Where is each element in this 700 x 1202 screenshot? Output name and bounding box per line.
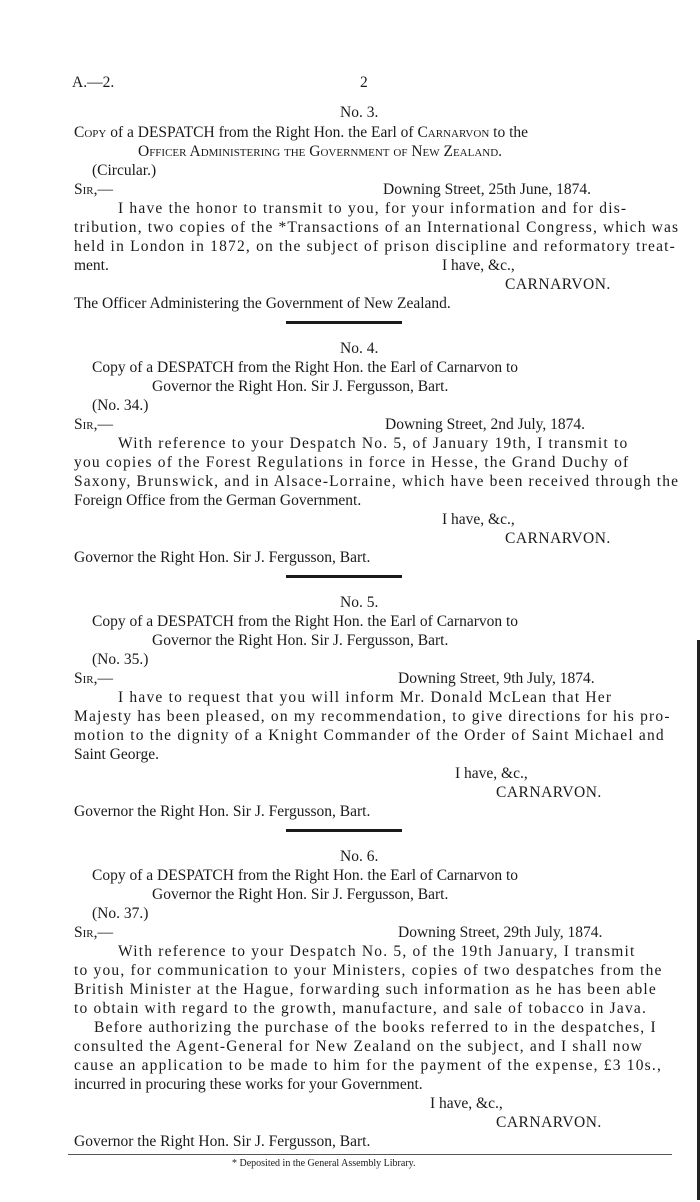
signature: CARNARVON. bbox=[496, 784, 602, 801]
despatch-title: Copy of a DESPATCH from the Right Hon. the Earl of Carnarvon to bbox=[92, 613, 519, 630]
body-line: held in London in 1872, on the subject of prison discipline and reformatory treat- bbox=[74, 238, 677, 255]
body-line: I have the honor to transmit to you, for your information and for dis- bbox=[118, 200, 628, 217]
body-line: cause an application to be made to him for the payment of the expense, £3 10s., bbox=[74, 1057, 663, 1074]
page-number: 2 bbox=[360, 74, 368, 91]
closing: I have, &c., bbox=[455, 765, 528, 782]
signature: CARNARVON. bbox=[505, 530, 611, 547]
despatch-number: No. 3. bbox=[340, 104, 379, 121]
despatch-title-line2: Governor the Right Hon. Sir J. Fergusson, Bart. bbox=[152, 632, 449, 649]
body-line: tribution, two copies of the *Transactions of an International Congress, which was bbox=[74, 219, 680, 236]
salutation: Sir,— bbox=[74, 924, 113, 941]
body-line: ment. bbox=[74, 257, 109, 274]
body-line: to you, for communication to your Ministers, copies of two despatches from the bbox=[74, 962, 663, 979]
despatch-title: Copy of a DESPATCH from the Right Hon. the Earl of Carnarvon to bbox=[92, 359, 519, 376]
despatch-number: No. 5. bbox=[340, 594, 379, 611]
place-date: Downing Street, 9th July, 1874. bbox=[398, 670, 595, 687]
addressee: Governor the Right Hon. Sir J. Fergusson, Bart. bbox=[74, 1133, 371, 1150]
despatch-title-line2: Governor the Right Hon. Sir J. Fergusson, Bart. bbox=[152, 378, 449, 395]
despatch-title-line2: Governor the Right Hon. Sir J. Fergusson, Bart. bbox=[152, 886, 449, 903]
body-line: Saint George. bbox=[74, 746, 159, 763]
despatch-title: Copy of a DESPATCH from the Right Hon. the Earl of Carnarvon to the bbox=[74, 124, 529, 141]
despatch-ref: (No. 37.) bbox=[92, 905, 149, 922]
footnote-rule bbox=[68, 1154, 672, 1155]
section-divider bbox=[286, 829, 402, 832]
body-line: Foreign Office from the German Government. bbox=[74, 492, 362, 509]
salutation: Sir,— bbox=[74, 416, 113, 433]
footnote: * Deposited in the General Assembly Library. bbox=[232, 1158, 416, 1169]
closing: I have, &c., bbox=[442, 257, 515, 274]
addressee: Governor the Right Hon. Sir J. Fergusson, Bart. bbox=[74, 803, 371, 820]
despatch-number: No. 6. bbox=[340, 848, 379, 865]
despatch-ref: (No. 35.) bbox=[92, 651, 149, 668]
body-line: Before authorizing the purchase of the books referred to in the despatches, I bbox=[94, 1019, 657, 1036]
section-divider bbox=[286, 575, 402, 578]
body-line: I have to request that you will inform Mr. Donald McLean that Her bbox=[118, 689, 613, 706]
place-date: Downing Street, 2nd July, 1874. bbox=[385, 416, 586, 433]
despatch-ref: (No. 34.) bbox=[92, 397, 149, 414]
body-line: With reference to your Despatch No. 5, of January 19th, I transmit to bbox=[118, 435, 629, 452]
despatch-number: No. 4. bbox=[340, 340, 379, 357]
place-date: Downing Street, 25th June, 1874. bbox=[383, 181, 591, 198]
place-date: Downing Street, 29th July, 1874. bbox=[398, 924, 603, 941]
addressee: The Officer Administering the Government of New Zealand. bbox=[74, 295, 451, 312]
signature: CARNARVON. bbox=[505, 276, 611, 293]
addressee: Governor the Right Hon. Sir J. Fergusson, Bart. bbox=[74, 549, 371, 566]
despatch-title-line2: Officer Administering the Government of New Zealand. bbox=[138, 143, 503, 160]
closing: I have, &c., bbox=[442, 511, 515, 528]
signature: CARNARVON. bbox=[496, 1114, 602, 1131]
section-divider bbox=[286, 321, 402, 324]
despatch-title: Copy of a DESPATCH from the Right Hon. the Earl of Carnarvon to bbox=[92, 867, 519, 884]
body-line: to obtain with regard to the growth, manufacture, and sale of tobacco in Java. bbox=[74, 1000, 648, 1017]
body-line: incurred in procuring these works for your Government. bbox=[74, 1076, 423, 1093]
body-line: consulted the Agent-General for New Zealand on the subject, and I shall now bbox=[74, 1038, 644, 1055]
body-line: With reference to your Despatch No. 5, of the 19th January, I transmit bbox=[118, 943, 636, 960]
closing: I have, &c., bbox=[430, 1095, 503, 1112]
body-line: you copies of the Forest Regulations in force in Hesse, the Grand Duchy of bbox=[74, 454, 630, 471]
body-line: Saxony, Brunswick, and in Alsace-Lorraine, which have been received through the bbox=[74, 473, 680, 490]
document-reference: A.—2. bbox=[72, 74, 115, 91]
despatch-circular: (Circular.) bbox=[92, 162, 157, 179]
salutation: Sir,— bbox=[74, 181, 113, 198]
salutation: Sir,— bbox=[74, 670, 113, 687]
body-line: British Minister at the Hague, forwarding such information as he has been able bbox=[74, 981, 658, 998]
body-line: motion to the dignity of a Knight Commander of the Order of Saint Michael and bbox=[74, 727, 665, 744]
body-line: Majesty has been pleased, on my recommendation, to give directions for his pro- bbox=[74, 708, 671, 725]
